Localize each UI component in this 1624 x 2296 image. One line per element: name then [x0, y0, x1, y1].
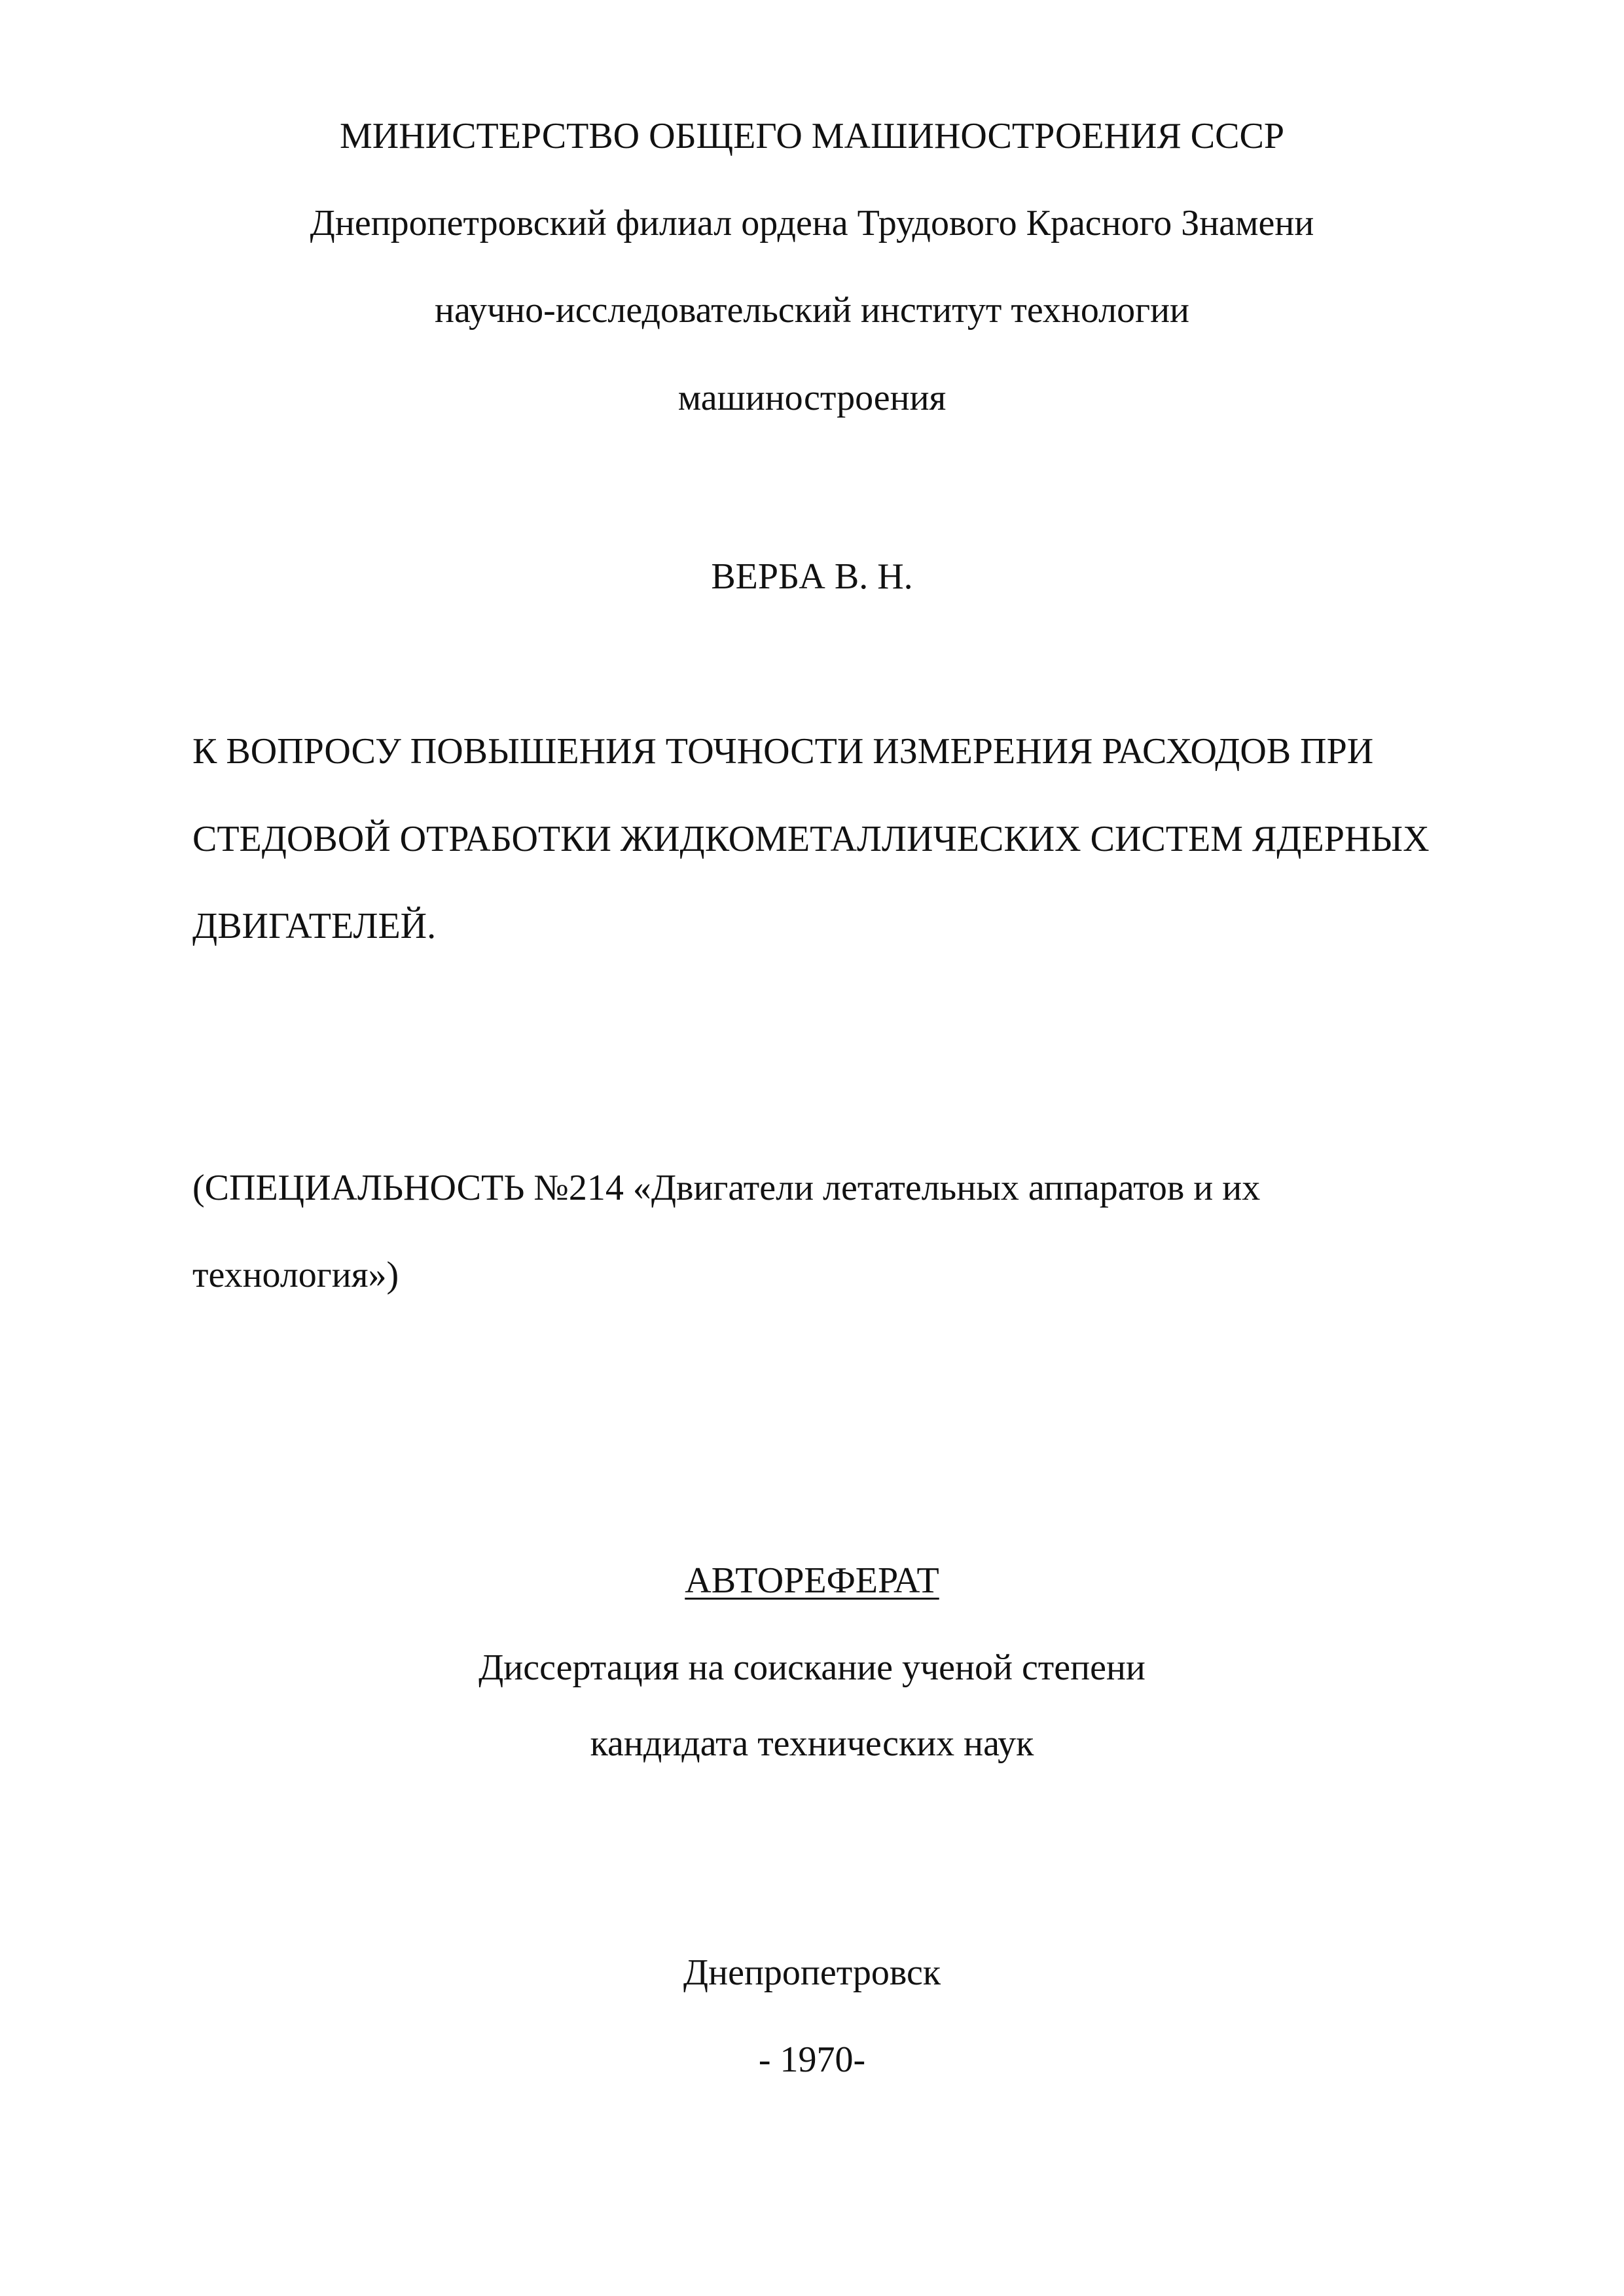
specialty-line-1: (СПЕЦИАЛЬНОСТЬ №214 «Двигатели летательных аппаратов и их — [192, 1168, 1261, 1208]
abstract-heading — [0, 1557, 1624, 1604]
institute-name: научно-исследовательский институт технологии — [434, 290, 1190, 331]
institute-name-continued: машиностроения — [677, 378, 947, 418]
city-name: Днепропетровск — [683, 1952, 941, 1993]
specialty-line-2: технология») — [192, 1255, 399, 1295]
author-name: ВЕРБА В. Н. — [711, 556, 913, 597]
thesis-title-line-3: ДВИГАТЕЛЕЙ. — [192, 906, 437, 946]
thesis-title-line-2: СТЕДОВОЙ ОТРАБОТКИ ЖИДКОМЕТАЛЛИЧЕСКИХ СИСТЕМ ЯДЕРНЫХ — [192, 819, 1430, 859]
thesis-title-line-1: К ВОПРОСУ ПОВЫШЕНИЯ ТОЧНОСТИ ИЗМЕРЕНИЯ РАСХОДОВ ПРИ — [192, 731, 1374, 772]
dissertation-line-2: кандидата технических наук — [590, 1723, 1034, 1764]
publication-year: - 1970- — [758, 2039, 866, 2080]
dissertation-line-1: Диссертация на соискание ученой степени — [478, 1647, 1146, 1688]
abstract-heading-text: АВТОРЕФЕРАТ — [685, 1560, 939, 1601]
branch-name: Днепропетровский филиал ордена Трудового Красного Знамени — [310, 203, 1314, 243]
ministry-heading: МИНИСТЕРСТВО ОБЩЕГО МАШИНОСТРОЕНИЯ СССР — [340, 116, 1284, 156]
